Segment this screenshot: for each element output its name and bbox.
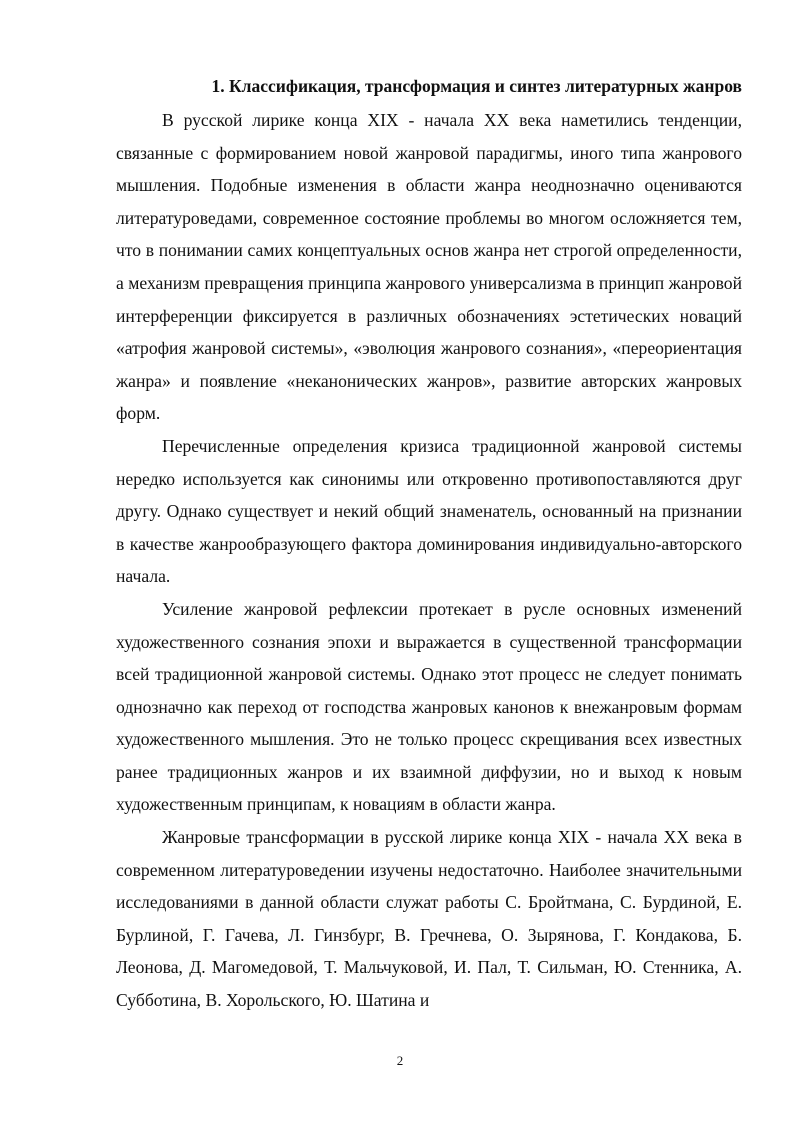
paragraph-1: В русской лирике конца XIX - начала XX века наметились тенденции, связанные с формированием новой жанровой парадигмы, иного типа жанрового мышления. Подобные изменения в области жанра неоднозначно оцениваются литературоведами, современное состояние проблемы во многом осложняется тем, что в понимании самих концептуальных основ жанра нет строгой определенности, а механизм превращения принципа жанрового универсализма в принцип жанровой интерференции фиксируется в различных обозначениях эстетических новаций «атрофия жанровой системы», «эволюция жанрового сознания», «переориентация жанра» и появление «неканонических жанров», развитие авторских жанровых форм.	[116, 110, 742, 424]
paragraph-2: Перечисленные определения кризиса традиционной жанровой системы нередко используется как синонимы или откровенно противопоставляются друг другу. Однако существует и некий общий знаменатель, основанный на признании в качестве жанрообразующего фактора доминирования индивидуально-авторского начала.	[116, 435, 742, 587]
paragraph-4: Жанровые трансформации в русской лирике конца XIX - начала XX века в современном литературоведении изучены недостаточно. Наиболее значительными исследованиями в данной области служат работы С. Бройтмана, С. Бурдиной, Е. Бурлиной, Г. Гачева, Л. Гинзбург, В. Гречнева, О. Зырянова, Г. Кондакова, Б. Леонова, Д. Магомедовой, Т. Мальчуковой, И. Пал, Т. Сильман, Ю. Стенника, А. Субботина, В. Хорольского, Ю. Шатина и	[116, 827, 742, 1011]
section-heading: 1. Классификация, трансформация и синтез литературных жанров	[211, 76, 742, 96]
page-content	[116, 72, 742, 1017]
page-number: 2	[396, 1053, 404, 1068]
paragraph-3: Усиление жанровой рефлексии протекает в русле основных изменений художественного сознания эпохи и выражается в существенной трансформации всей традиционной жанровой системы. Однако этот процесс не следует понимать однозначно как переход от господства жанровых канонов к внежанровым формам художественного мышления. Это не только процесс скрещивания всех известных ранее традиционных жанров и их взаимной диффузии, но и выход к новым художественным принципам, к новациям в области жанра.	[116, 598, 742, 815]
